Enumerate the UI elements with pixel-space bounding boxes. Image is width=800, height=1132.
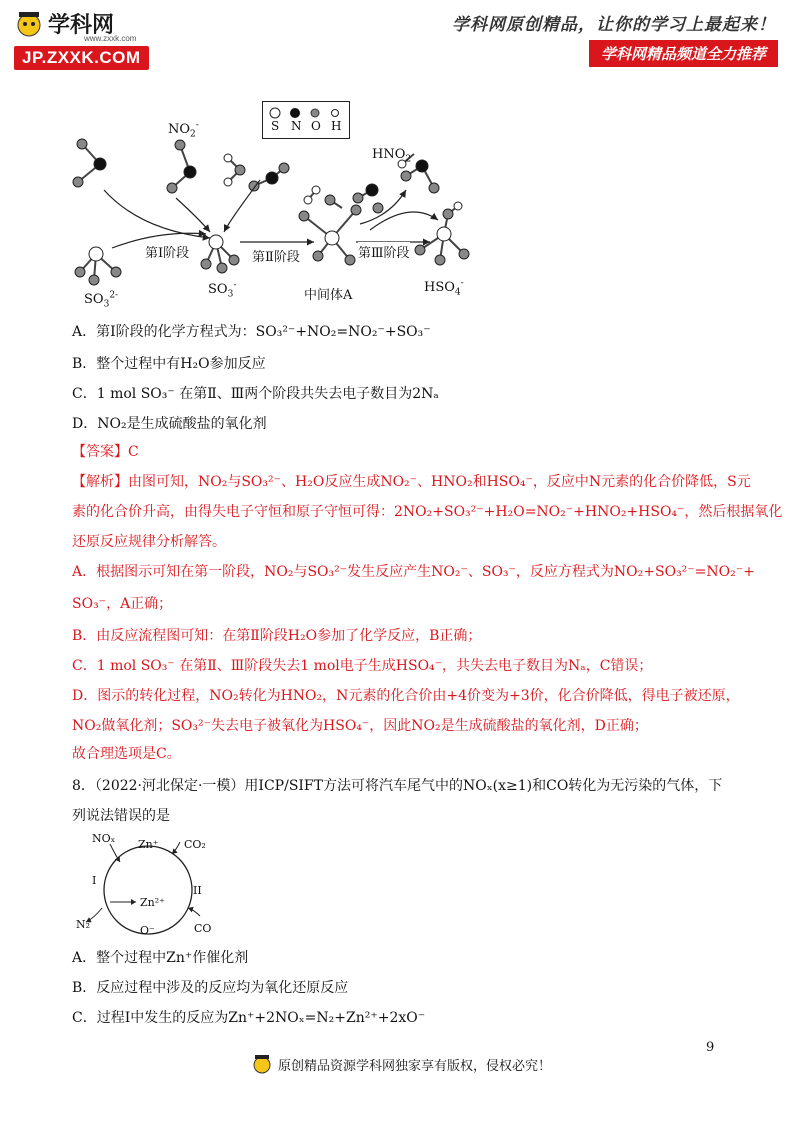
- analysis-line: NO₂做氧化剂；SO₃²⁻失去电子被氧化为HSO₄⁻，因此NO₂是生成硫酸盐的氧化剂，D正确；: [72, 718, 648, 734]
- analysis-line: 还原反应规律分析解答。: [72, 534, 226, 550]
- option-1d: D．NO₂是生成硫酸盐的氧化剂: [72, 416, 267, 432]
- header-banner: 学科网精品频道全力推荐: [589, 40, 778, 67]
- mascot-icon: [252, 1054, 272, 1074]
- label-so3-2: $SO_3^{2-}$: [84, 290, 119, 310]
- label-so3-radical: $SO_3^-$: [208, 280, 237, 300]
- label-zn2-plus: Zn²⁺: [140, 896, 165, 909]
- analysis-line: B．由反应流程图可知：在第Ⅱ阶段H₂O参加了化学反应，B正确；: [72, 628, 482, 644]
- option-1a: A．第Ⅰ阶段的化学方程式为：SO₃²⁻+NO₂=NO₂⁻+SO₃⁻: [72, 324, 431, 340]
- label-stage2: 第Ⅱ阶段: [252, 246, 300, 265]
- site-logo: [14, 8, 164, 66]
- label-stage3: 第Ⅲ阶段: [358, 242, 410, 261]
- option-1c: C．1 mol SO₃⁻ 在第Ⅱ、Ⅲ两个阶段共失去电子数目为2Nₐ: [72, 386, 439, 402]
- page-number: 9: [706, 1040, 715, 1055]
- analysis-line: SO₃⁻，A正确；: [72, 596, 173, 612]
- q8-stem-cont: 列说法错误的是: [72, 808, 170, 824]
- logo-small-url: www.zxxk.com: [84, 34, 137, 43]
- legend-s: S: [271, 119, 280, 133]
- label-no2: $NO_2^-$: [168, 120, 199, 140]
- reaction-diagram: [60, 120, 480, 310]
- header-slogan: 学科网原创精品，让你的学习上最起来！: [452, 15, 776, 35]
- mascot-icon: [14, 9, 44, 39]
- legend-h: H: [331, 119, 342, 133]
- label-nox: NOₓ: [92, 832, 116, 845]
- label-stage1: 第Ⅰ阶段: [145, 242, 189, 261]
- analysis-line: 素的化合价升高，由得失电子守恒和原子守恒可得：2NO₂+SO₃²⁻+H₂O=NO₂⁻+HNO₂+HSO₄⁻，然后根据氧化: [72, 504, 783, 520]
- label-process-2: II: [193, 884, 202, 897]
- label-intermediate: 中间体A: [304, 288, 353, 303]
- analysis-line: D．图示的转化过程，NO₂转化为HNO₂，N元素的化合价由+4价变为+3价，化合价降低，得电子被还原，: [72, 688, 740, 704]
- label-co2: CO₂: [184, 838, 206, 851]
- label-process-1: I: [92, 874, 97, 887]
- label-co: CO: [194, 922, 212, 935]
- option-8c: C．过程Ⅰ中发生的反应为Zn⁺+2NOₓ=N₂+Zn²⁺+2xO⁻: [72, 1010, 426, 1026]
- answer: 【答案】C: [72, 444, 139, 460]
- analysis-line: 故合理选项是C。: [72, 746, 181, 762]
- logo-text: 学科网: [48, 13, 115, 38]
- label-hso4: $HSO_4^-$: [424, 278, 464, 298]
- option-8a: A．整个过程中Zn⁺作催化剂: [72, 950, 249, 966]
- option-8b: B．反应过程中涉及的反应均为氧化还原反应: [72, 980, 349, 996]
- legend-o: O: [311, 119, 321, 133]
- logo-url: JP.ZXXK.COM: [14, 46, 149, 70]
- legend-n: N: [291, 119, 302, 133]
- option-1b: B．整个过程中有H₂O参加反应: [72, 356, 266, 372]
- label-o-minus: O⁻: [140, 924, 155, 937]
- label-hno2: $HNO_2$: [372, 147, 412, 165]
- analysis-line: A．根据图示可知在第一阶段，NO₂与SO₃²⁻发生反应产生NO₂⁻、SO₃⁻，反应方程式为NO₂+SO₃²⁻=NO₂⁻+: [72, 564, 755, 580]
- analysis-line: 【解析】由图可知，NO₂与SO₃²⁻、H₂O反应生成NO₂⁻、HNO₂和HSO₄⁻，反应中N元素的化合价降低，S元: [72, 474, 751, 490]
- footer: [252, 1054, 551, 1074]
- footer-text: 原创精品资源学科网独家享有版权，侵权必究！: [278, 1058, 552, 1074]
- q8-stem: 8．（2022·河北保定·一模）用ICP/SIFT方法可将汽车尾气中的NOₓ(x≥1)和CO转化为无污染的气体，下: [72, 778, 723, 794]
- label-zn-plus: Zn⁺: [138, 838, 159, 851]
- label-n2: N₂: [76, 918, 91, 931]
- analysis-line: C．1 mol SO₃⁻ 在第Ⅱ、Ⅲ阶段失去1 mol电子生成HSO₄⁻，共失去电子数目为Nₐ，C错误；: [72, 658, 653, 674]
